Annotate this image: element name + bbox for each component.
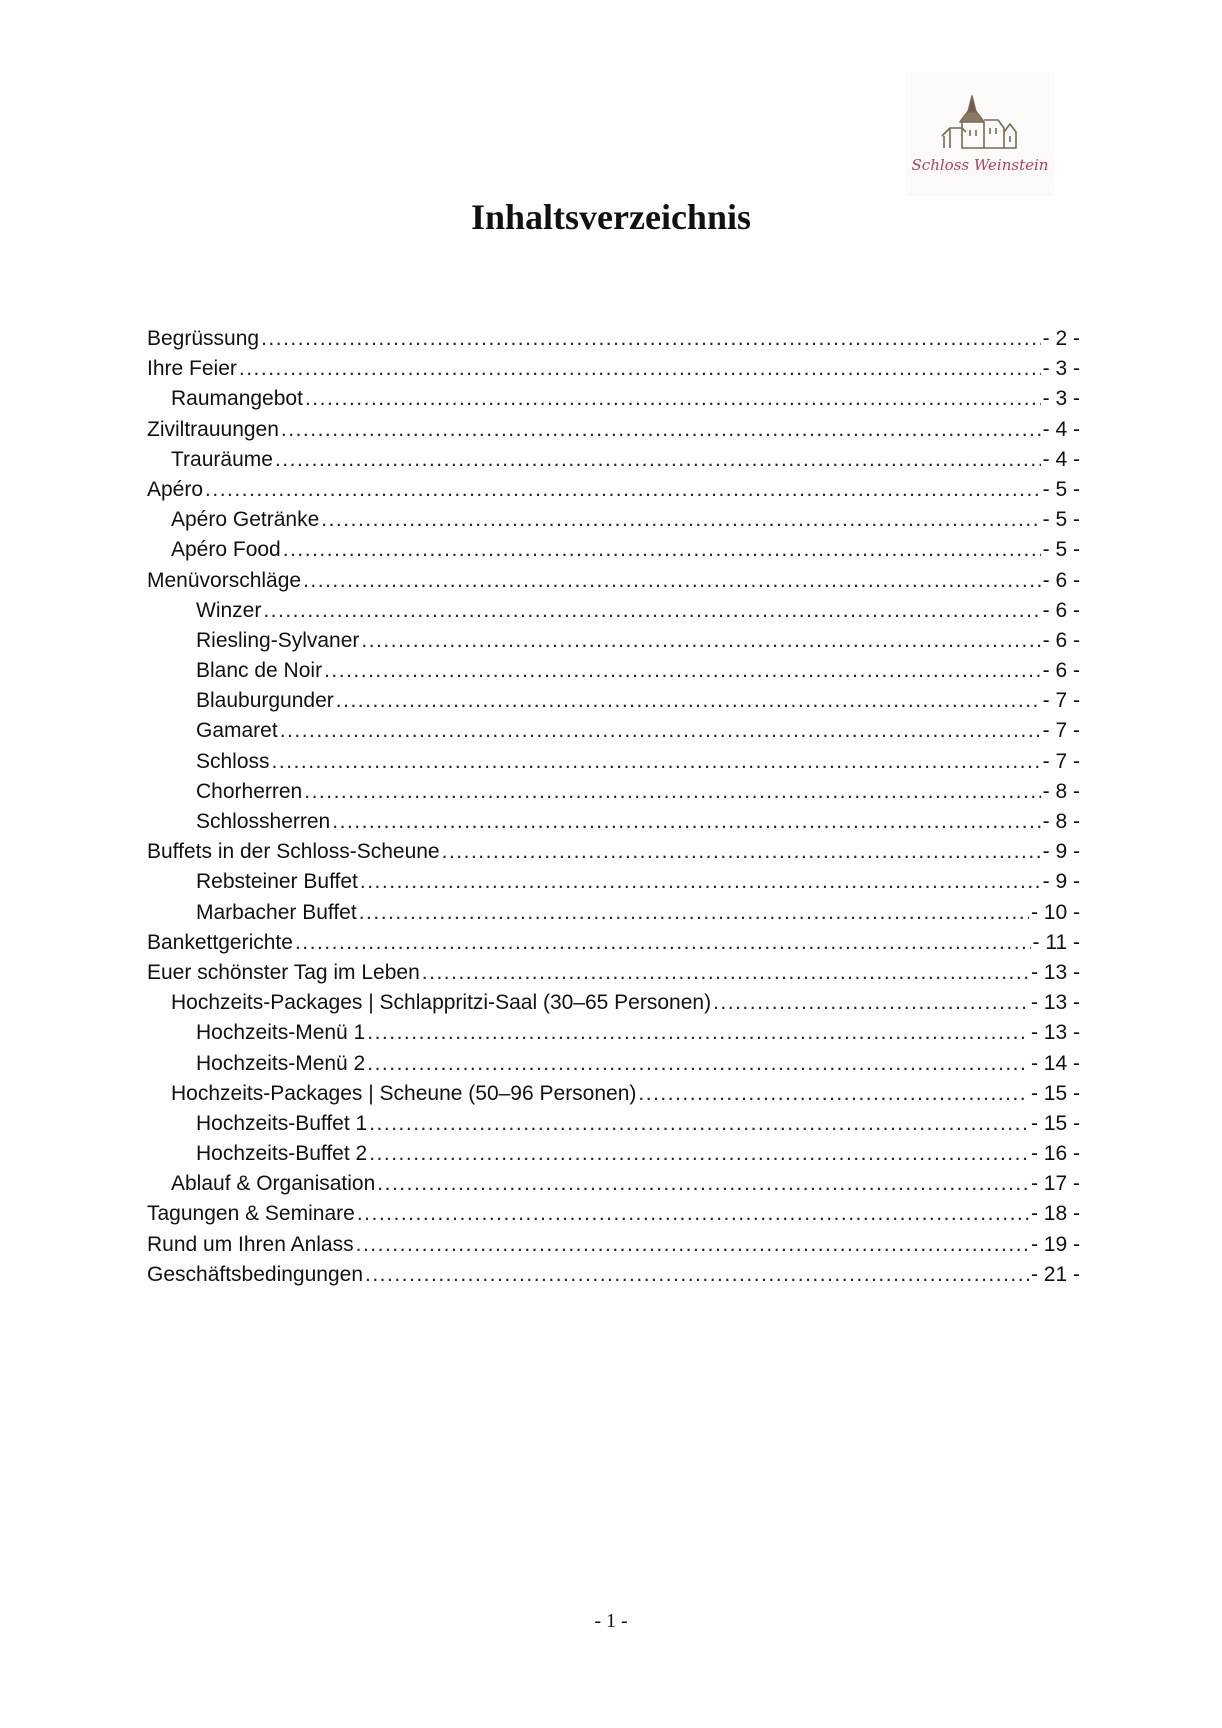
toc-dot-leader <box>272 747 1041 777</box>
toc-dot-leader <box>261 324 1041 354</box>
toc-dot-leader <box>336 686 1041 716</box>
toc-entry[interactable] <box>147 898 1080 928</box>
toc-entry[interactable] <box>147 988 1080 1018</box>
toc-entry-label: Menüvorschläge <box>147 568 302 592</box>
page-number: - 1 - <box>594 1610 628 1632</box>
toc-dot-leader <box>422 958 1029 988</box>
toc-entry[interactable] <box>147 445 1080 475</box>
toc-entry-label: Buffets in der Schloss-Scheune <box>147 840 440 864</box>
toc-entry[interactable] <box>147 384 1080 414</box>
toc-entry-label: Hochzeits-Menü 1 <box>196 1021 366 1045</box>
toc-entry-page: - 14 - <box>1030 1051 1080 1075</box>
toc-entry[interactable] <box>147 354 1080 384</box>
toc-entry-label: Chorherren <box>196 779 303 803</box>
toc-entry-label: Hochzeits-Buffet 2 <box>196 1142 368 1166</box>
toc-entry[interactable] <box>147 596 1080 626</box>
toc-entry-label: Apéro Food <box>171 538 281 562</box>
toc-entry-page: - 6 - <box>1042 598 1080 622</box>
toc-entry[interactable] <box>147 837 1080 867</box>
toc-entry-page: - 19 - <box>1030 1232 1080 1256</box>
toc-entry-page: - 2 - <box>1042 327 1080 350</box>
brand-logo <box>906 72 1054 196</box>
toc-entry-page: - 3 - <box>1042 357 1080 381</box>
toc-entry-label: Hochzeits-Menü 2 <box>196 1051 366 1075</box>
toc-entry-page: - 8 - <box>1042 779 1080 803</box>
toc-dot-leader <box>205 475 1041 505</box>
toc-entry-label: Marbacher Buffet <box>196 900 357 924</box>
toc-dot-leader <box>281 415 1041 445</box>
toc-entry-label: Apéro <box>147 477 204 501</box>
toc-dot-leader <box>442 837 1041 867</box>
toc-dot-leader <box>295 928 1031 958</box>
toc-entry-page: - 7 - <box>1042 719 1080 743</box>
toc-entry-label: Hochzeits-Packages | Scheune (50–96 Personen) <box>171 1081 637 1105</box>
toc-entry-page: - 15 - <box>1030 1111 1080 1135</box>
toc-entry-label: Begrüssung <box>147 327 260 350</box>
table-of-contents <box>147 324 1080 1290</box>
toc-dot-leader <box>369 1139 1029 1169</box>
toc-dot-leader <box>359 898 1029 928</box>
toc-entry-label: Trauräume <box>171 447 273 471</box>
toc-entry-page: - 6 - <box>1042 628 1080 652</box>
toc-entry[interactable] <box>147 1199 1080 1229</box>
toc-dot-leader <box>357 1199 1029 1229</box>
toc-entry[interactable] <box>147 1079 1080 1109</box>
toc-dot-leader <box>305 384 1041 414</box>
toc-entry-page: - 18 - <box>1030 1202 1080 1226</box>
toc-dot-leader <box>377 1169 1029 1199</box>
toc-entry-label: Ablauf & Organisation <box>171 1172 376 1196</box>
toc-entry-page: - 13 - <box>1030 960 1080 984</box>
toc-entry-page: - 9 - <box>1042 840 1080 864</box>
toc-entry-page: - 15 - <box>1030 1081 1080 1105</box>
toc-entry-label: Euer schönster Tag im Leben <box>147 960 420 984</box>
toc-entry-label: Hochzeits-Packages | Schlappritzi-Saal (30–65 Personen) <box>171 991 712 1015</box>
toc-dot-leader <box>283 535 1041 565</box>
toc-dot-leader <box>367 1049 1029 1079</box>
toc-entry-page: - 3 - <box>1042 387 1080 411</box>
toc-dot-leader <box>638 1079 1029 1109</box>
toc-entry-label: Blanc de Noir <box>196 659 323 683</box>
toc-entry-label: Ziviltrauungen <box>147 417 279 441</box>
toc-entry[interactable] <box>147 656 1080 686</box>
toc-entry-label: Hochzeits-Buffet 1 <box>196 1111 368 1135</box>
castle-icon <box>940 92 1020 150</box>
toc-entry-label: Rebsteiner Buffet <box>196 870 358 894</box>
toc-dot-leader <box>263 596 1040 626</box>
toc-entry[interactable] <box>147 686 1080 716</box>
toc-entry-label: Ihre Feier <box>147 357 237 381</box>
toc-dot-leader <box>365 1260 1029 1290</box>
toc-entry[interactable] <box>147 1230 1080 1260</box>
toc-entry[interactable] <box>147 1018 1080 1048</box>
toc-dot-leader <box>361 626 1040 656</box>
toc-entry-label: Schloss <box>196 749 270 773</box>
toc-entry-page: - 21 - <box>1030 1262 1080 1286</box>
toc-dot-leader <box>356 1230 1029 1260</box>
toc-entry[interactable] <box>147 958 1080 988</box>
toc-entry-page: - 7 - <box>1042 749 1080 773</box>
toc-entry-page: - 13 - <box>1030 991 1080 1015</box>
toc-entry-page: - 6 - <box>1042 659 1080 683</box>
toc-entry[interactable] <box>147 1139 1080 1169</box>
toc-dot-leader <box>280 716 1041 746</box>
toc-entry-page: - 7 - <box>1042 689 1080 713</box>
toc-dot-leader <box>324 656 1041 686</box>
toc-entry-label: Riesling-Sylvaner <box>196 628 360 652</box>
toc-dot-leader <box>713 988 1029 1018</box>
toc-entry-label: Winzer <box>196 598 262 622</box>
toc-entry-label: Raumangebot <box>171 387 303 411</box>
toc-entry[interactable] <box>147 928 1080 958</box>
toc-entry-page: - 13 - <box>1030 1021 1080 1045</box>
toc-entry-page: - 6 - <box>1042 568 1080 592</box>
toc-dot-leader <box>303 566 1041 596</box>
page-title: Inhaltsverzeichnis <box>470 197 751 237</box>
toc-entry-label: Apéro Getränke <box>171 508 320 532</box>
toc-entry-label: Rund um Ihren Anlass <box>147 1232 354 1256</box>
toc-dot-leader <box>304 777 1040 807</box>
toc-dot-leader <box>360 867 1041 897</box>
toc-entry[interactable] <box>147 415 1080 445</box>
toc-entry-page: - 4 - <box>1042 447 1080 471</box>
toc-dot-leader <box>239 354 1041 384</box>
toc-dot-leader <box>367 1018 1029 1048</box>
toc-entry[interactable] <box>147 475 1080 505</box>
toc-entry-page: - 9 - <box>1042 870 1080 894</box>
toc-dot-leader <box>275 445 1041 475</box>
toc-entry[interactable] <box>147 1109 1080 1139</box>
toc-entry[interactable] <box>147 324 1080 354</box>
toc-entry-page: - 5 - <box>1042 538 1080 562</box>
toc-entry-label: Geschäftsbedingungen <box>147 1262 363 1286</box>
toc-entry[interactable] <box>147 716 1080 746</box>
toc-dot-leader <box>321 505 1040 535</box>
toc-entry-page: - 5 - <box>1042 477 1080 501</box>
toc-entry-page: - 8 - <box>1042 810 1080 833</box>
toc-entry[interactable] <box>147 505 1080 535</box>
toc-entry-label: Blauburgunder <box>196 689 334 713</box>
toc-entry[interactable] <box>147 535 1080 565</box>
toc-entry[interactable] <box>147 1169 1080 1199</box>
toc-entry-page: - 11 - <box>1032 930 1080 954</box>
toc-entry[interactable] <box>147 747 1080 777</box>
toc-entry-label: Schlossherren <box>196 810 331 833</box>
toc-entry-page: - 17 - <box>1030 1172 1080 1196</box>
toc-entry-page: - 16 - <box>1030 1142 1080 1166</box>
toc-entry-page: - 5 - <box>1042 508 1080 532</box>
toc-entry-label: Gamaret <box>196 719 278 743</box>
toc-entry-page: - 10 - <box>1030 900 1080 924</box>
toc-entry[interactable] <box>147 807 1080 837</box>
toc-entry[interactable] <box>147 626 1080 656</box>
toc-entry-label: Bankettgerichte <box>147 930 293 954</box>
toc-dot-leader <box>369 1109 1029 1139</box>
toc-entry-label: Tagungen & Seminare <box>147 1202 355 1226</box>
toc-entry[interactable] <box>147 1049 1080 1079</box>
toc-entry[interactable] <box>147 867 1080 897</box>
brand-name: Schloss Weinstein <box>911 156 1049 174</box>
toc-entry[interactable] <box>147 566 1080 596</box>
toc-entry[interactable] <box>147 1260 1080 1290</box>
toc-dot-leader <box>332 807 1040 837</box>
toc-entry-page: - 4 - <box>1042 417 1080 441</box>
toc-entry[interactable] <box>147 777 1080 807</box>
